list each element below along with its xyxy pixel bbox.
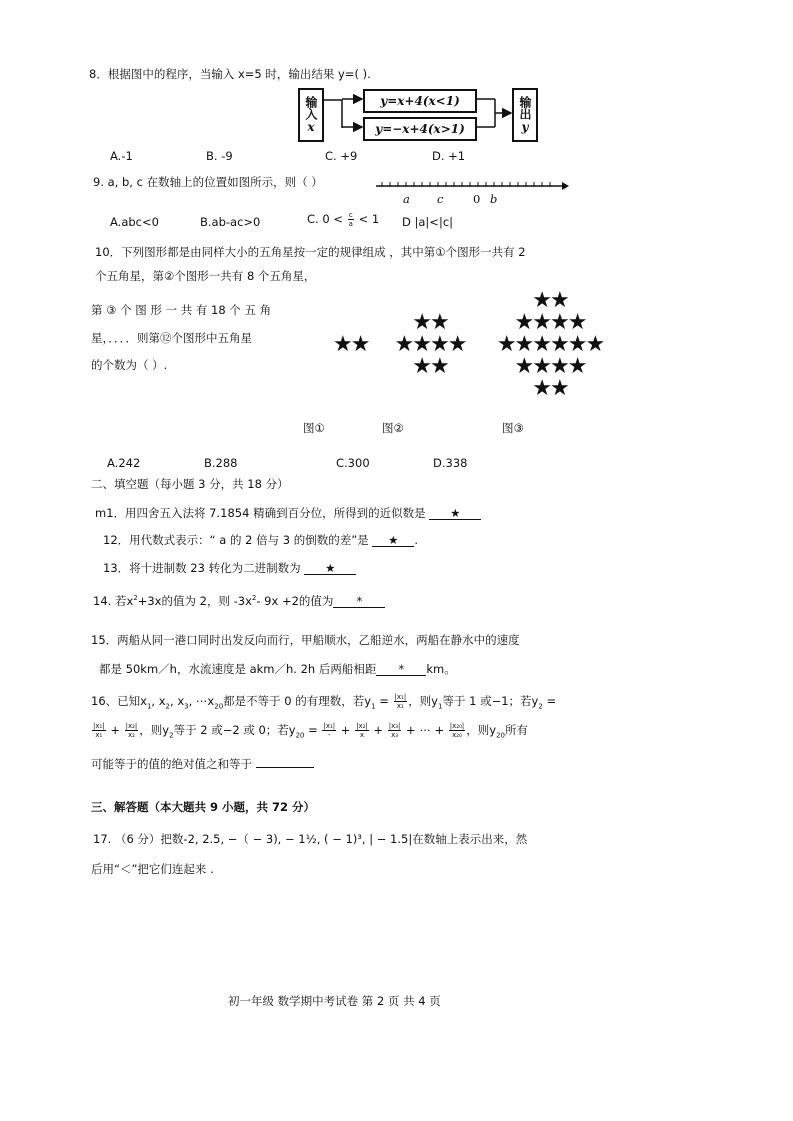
figure-label-2: 图② [382,421,404,435]
q10-option-b: B.288 [204,456,238,470]
q8-text: 8．根据图中的程序，当输入 x=5 时，输出结果 y=( ). [89,67,371,81]
section-3-heading: 三、解答题（本大题共 9 小题，共 72 分） [91,800,316,814]
q8-option-b: B. -9 [206,149,233,163]
output-box: 输出 y [512,88,538,142]
q10-option-d: D.338 [433,456,468,470]
axis-label-0: 0 [473,192,481,206]
q12: 12．用代数式表示：“ a 的 2 倍与 3 的倒数的差”是 ★ . [103,533,418,547]
q9-text: 9. a, b, c 在数轴上的位置如图所示，则（ ） [93,175,323,189]
q13: 13．将十进制数 23 转化为二进制数为 ★ [103,560,356,576]
q10-option-c: C.300 [336,456,370,470]
q9-fraction: $\frac{c}{a}$ [348,211,353,228]
q13-blank: ★ [304,562,356,575]
q12-blank: ★ [372,534,414,547]
q9-option-c: C. 0 < $\frac{c}{a}$ < 1 [307,211,380,228]
q16-line3: 可能等于的值的绝对值之和等于 [91,756,314,772]
q11-blank: ★ [429,507,481,520]
q10-line4: 星，．．．．则第⑫个图形中五角星 [91,331,252,345]
figure-2-stars: ★★ ★★★★ ★★ [394,310,466,379]
q16-line1: 16、已知$x_1$, $x_2$, $x_3$, $\cdots x_{20}$都是不等于 0 的有理数，若$y_1$ = $\frac{\text{|x₁|}}{\text{x₁}}$ ，则$y_1$等于 1 或−1；若$y_2$ = [91,693,557,711]
q10-line2: 个五角星，第②个图形一共有 8 个五角星， [95,269,316,283]
figure-1-stars: ★★ [333,332,369,357]
q10-line3: 第 ③ 个 图 形 一 共 有 18 个 五 角 [91,303,272,317]
q10-line1: 10．下列图形都是由同样大小的五角星按一定的规律组成 ，其中第①个图形一共有 2 [95,245,526,259]
q9-option-a: A.abc<0 [110,215,159,229]
q10-option-a: A.242 [107,456,141,470]
q11: m1．用四舍五入法将 7.1854 精确到百分位，所得到的近似数是 ★ [95,505,481,521]
q17-line2: 后用“＜”把它们连起来 . [91,862,214,876]
q16-blank [256,767,314,768]
q15-line2: 都是 50km／h，水流速度是 akm／h. 2h 后两船相距 * km。 [99,662,456,676]
q8-option-a: A.-1 [110,149,133,163]
flow-arrows [320,88,515,140]
q14-blank: * [333,595,385,608]
formula-bottom: y=−x+4(x>1) [363,117,477,141]
q16-line2: $\frac{\text{|x₁|}}{\text{x₁}}$ + $\frac{\text{|x₂|}}{\text{x₂}}$ ，则$y_2$等于 2 或−2 或 0；若$y_{20}$ = $\frac{\text{|x₁|}}{-}$ + $\frac{\text{|x₂|}}{x}$ + $\frac{\text{|x₃|}}{\text{x₃}}$ + ⋯ + $\frac{\text{|x₂₀|}}{\text{x₂₀}}$ ，则$y_{20}$所有 [93,722,529,740]
formula-top: y=x+4(x<1) [363,89,477,113]
q10-line5: 的个数为（ ）. [91,358,168,372]
q9-option-b: B.ab-ac>0 [200,215,261,229]
figure-label-1: 图① [303,421,325,435]
axis-label-a: a [403,192,410,206]
axis-label-b: b [490,192,498,206]
page-footer: 初一年级 数学期中考试卷 第 2 页 共 4 页 [228,994,441,1008]
figure-label-3: 图③ [502,421,524,435]
figure-3-stars: ★★ ★★★★ ★★★★★★ ★★★★ ★★ [496,288,604,401]
q9-option-d: D |a|<|c| [402,215,454,229]
input-box: 输入 x [298,88,324,142]
q17-line1: 17. （6 分）把数-2, 2.5, −（ − 3), − 1½, ( − 1)³, | − 1.5|在数轴上表示出来，然 [93,832,528,846]
q15-line1: 15．两船从同一港口同时出发反向而行，甲船顺水，乙船逆水，两船在静水中的速度 [91,633,520,647]
q8-option-c: C. +9 [325,149,358,163]
q8-option-d: D. +1 [432,149,466,163]
q14: 14. 若$x^2+3x$的值为 2，则 $-3x^2-$ 9x +2的值为 * [93,593,385,609]
section-2-heading: 二、填空题（每小题 3 分，共 18 分） [91,477,289,491]
q15-blank: * [376,663,426,676]
axis-label-c: c [437,192,444,206]
